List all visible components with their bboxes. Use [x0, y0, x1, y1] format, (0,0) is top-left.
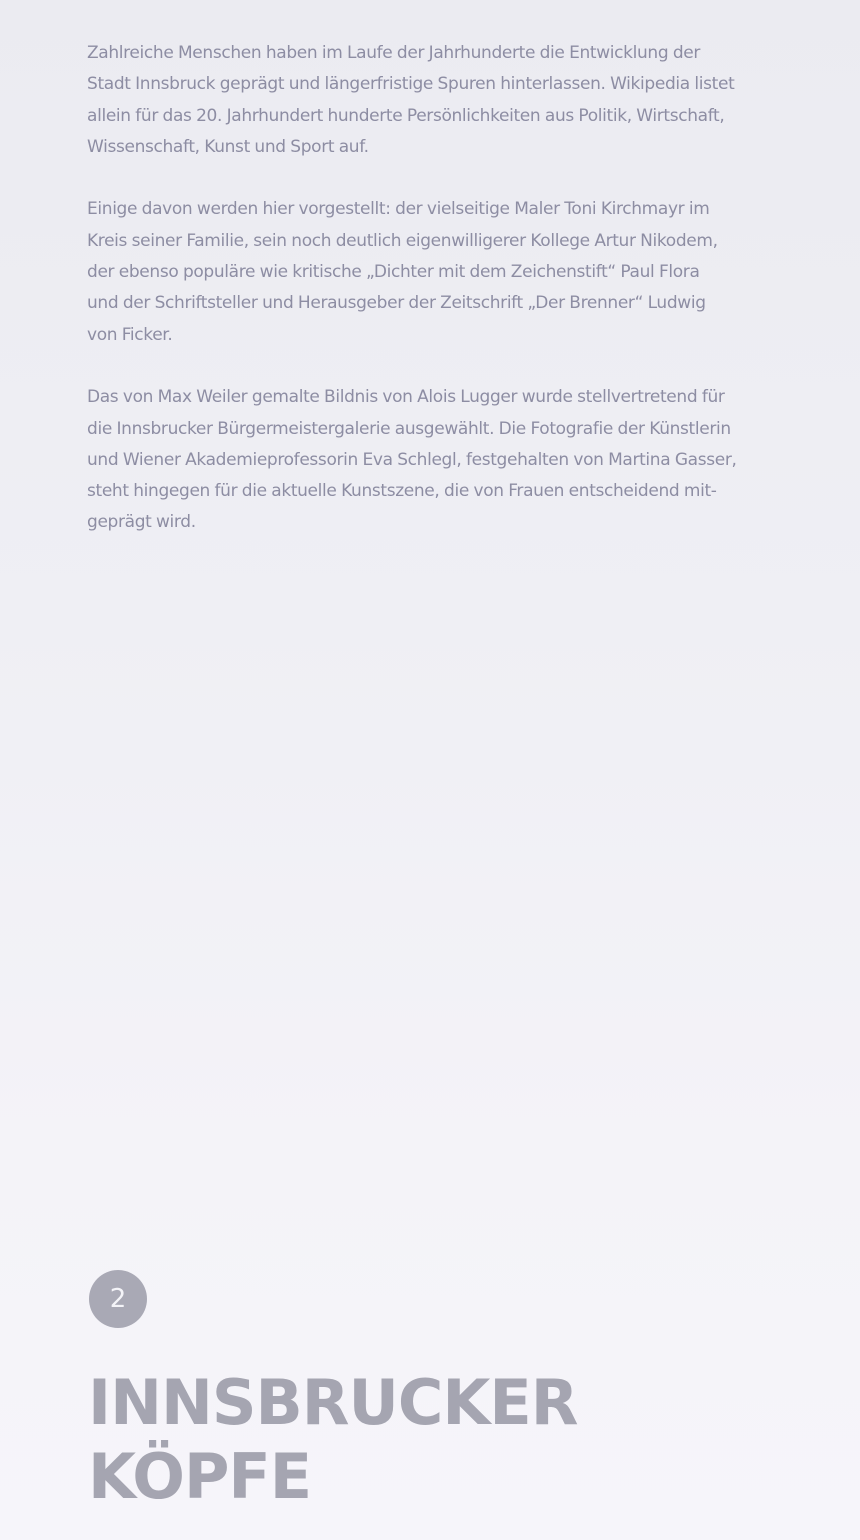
paragraph-2: [87, 194, 807, 350]
intro-text: [87, 38, 807, 570]
paragraph-1: [87, 38, 807, 163]
text-line: Stadt Innsbruck geprägt und längerfristige Spuren hinterlassen. Wikipedia listet: [87, 74, 735, 95]
section-title-line: INNSBRUCKER: [88, 1366, 578, 1439]
text-line: Kreis seiner Familie, sein noch deutlich eigenwilligerer Kollege Artur Nikodem,: [87, 230, 718, 251]
paragraph-3: [87, 382, 807, 538]
text-line: der ebenso populäre wie kritische „Dichter mit dem Zeichenstift“ Paul Flora: [87, 262, 700, 283]
text-line: Einige davon werden hier vorgestellt: der vielseitige Maler Toni Kirchmayr im: [87, 199, 710, 220]
section-title: [88, 1366, 577, 1514]
text-line: die Innsbrucker Bürgermeistergalerie ausgewählt. Die Fotografie der Künstlerin: [87, 418, 731, 439]
text-line: und Wiener Akademieprofessorin Eva Schlegl, festgehalten von Martina Gasser,: [87, 449, 737, 470]
section-number-badge: 2: [89, 1270, 147, 1328]
text-line: Zahlreiche Menschen haben im Laufe der Jahrhunderte die Entwicklung der: [87, 43, 701, 63]
text-line: Wissenschaft, Kunst und Sport auf.: [87, 136, 369, 157]
text-line: steht hingegen für die aktuelle Kunstszene, die von Frauen entscheidend mit-: [87, 481, 717, 502]
text-line: und der Schriftsteller und Herausgeber der Zeitschrift „Der Brenner“ Ludwig: [87, 293, 706, 314]
text-line: von Ficker.: [87, 324, 173, 345]
text-line: geprägt wird.: [87, 512, 196, 533]
text-line: allein für das 20. Jahrhundert hunderte Persönlichkeiten aus Politik, Wirtschaft,: [87, 105, 725, 126]
section-title-line: KÖPFE: [88, 1440, 312, 1513]
text-line: Das von Max Weiler gemalte Bildnis von Alois Lugger wurde stellvertretend für: [87, 387, 725, 408]
